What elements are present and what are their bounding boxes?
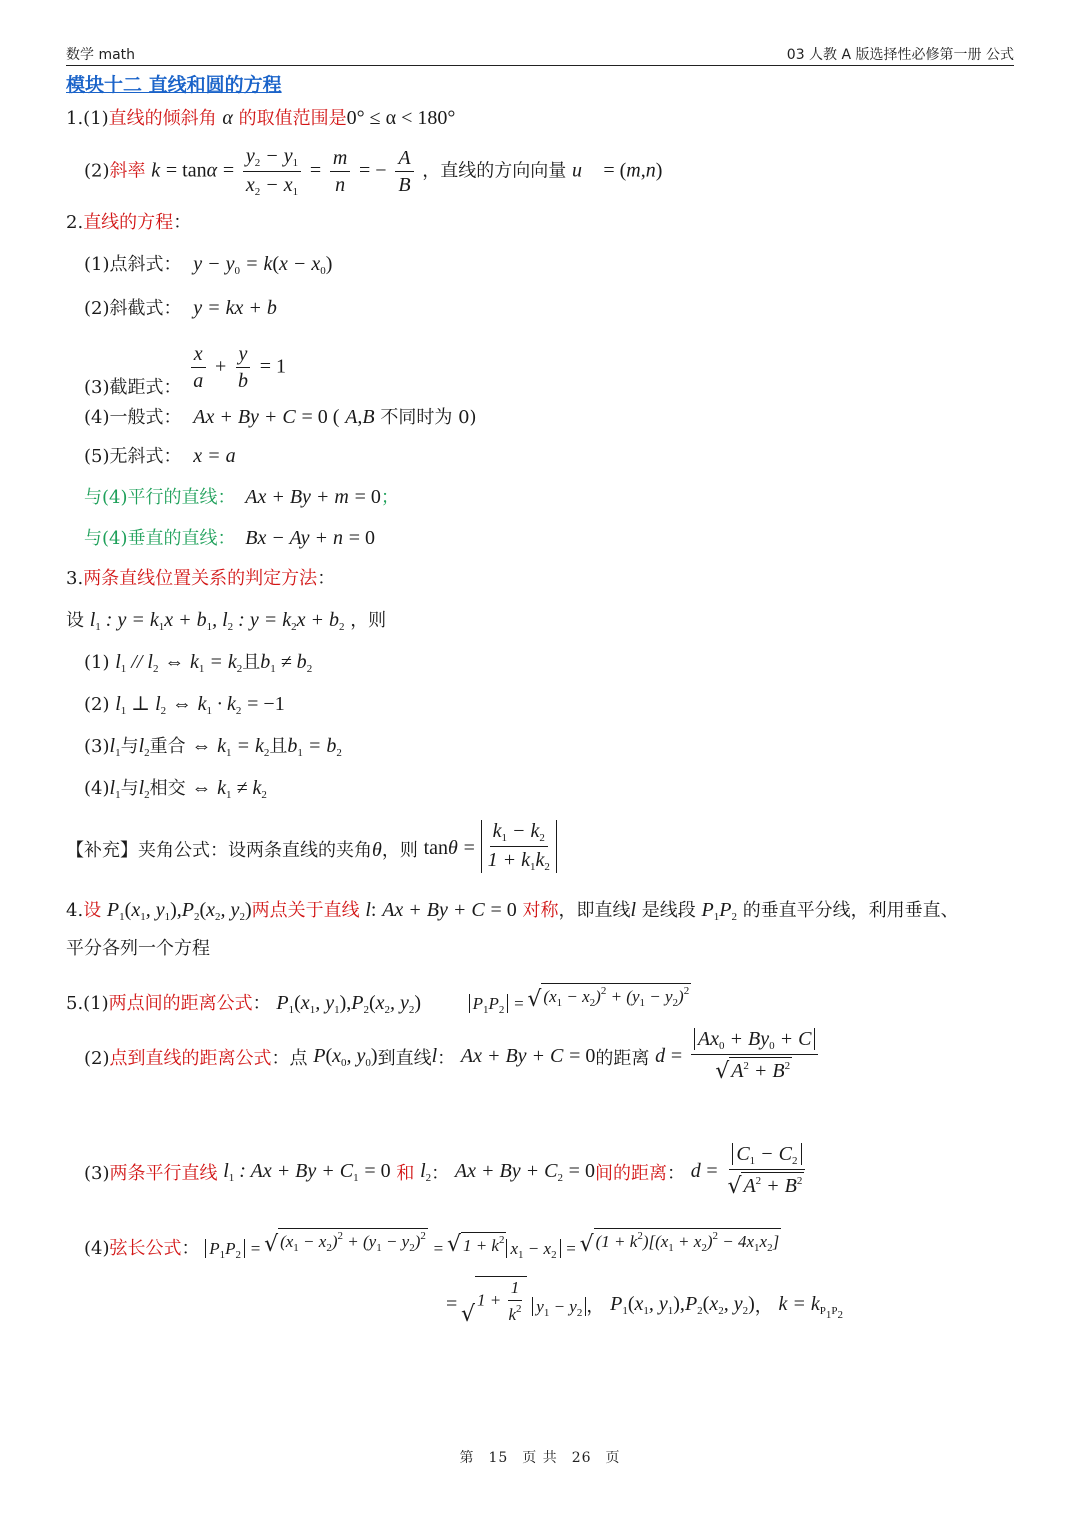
- s3-item3: $(3)l_1$与$l_2$重合 ⇔ $k_1 = k_2$且$b_1 = b_2$: [84, 735, 342, 759]
- s3-setup: 设 $l_1$ : $y = k_1x + b_1$, $l_2$ : $y = k_2x + b_2$ ，则: [66, 609, 387, 633]
- s4-line2: 平分各列一个方程: [66, 938, 210, 959]
- s1-line1: 1.(1)直线的倾斜角 α 的取值范围是0° ≤ α < 180°: [66, 107, 456, 129]
- s4-line1: 4.设 $P_1(x_1$, $y_1),P_2(x_2$, $y_2$)两点关于直线 l: Ax + By + C = 0 对称，即直线l 是线段 $P_1P_2$ 的垂直平分线，利用垂直、: [66, 899, 959, 923]
- s2-item2: (2)斜截式： y = kx + b: [84, 297, 277, 319]
- header-left: 数学 math: [66, 47, 136, 63]
- header-right: 03 人教 A 版选择性必修第一册 公式: [786, 47, 1014, 63]
- s2-parallel: 与(4)平行的直线： Ax + By + m = 0；: [84, 486, 399, 508]
- s3-item2: (2) $l_1$ ⊥ $l_2$ ⇔ $k_1 \cdot k_2 = -1$: [84, 693, 285, 717]
- s5-line3: (3)两条平行直线 $l_1$ : $Ax + By + C_1 = 0$ 和 $l_2$： $Ax + By + C_2 = 0$间的距离： d = $C_1 - C_2$ √ $A^2 + B^2$: [84, 1143, 810, 1202]
- s2-item3: (3)截距式： $\frac{x}{a}$ + $\frac{y}{b}$ = 1: [84, 343, 286, 398]
- page-total: 26: [571, 1450, 592, 1466]
- s5-line4b: = √ 1 + $\frac{1}{k^2}$ $y_1 - y_2$ ， $P_1(x_1$, $y_1),P_2(x_2$, $y_2$)， $k = k_{P_1P_2}$: [446, 1276, 843, 1335]
- s5-line2: (2)点到直线的距离公式：点 $P(x_0$, $y_0$)到直线l： Ax + By + C = 0的距离 d = $Ax_0 + By_0 + C$ √ $A^2 + B^2$: [84, 1028, 821, 1087]
- page-footer: 第 15 页 共 26 页: [459, 1450, 621, 1466]
- s3-heading: 3.两条直线位置关系的判定方法：: [66, 568, 336, 589]
- page-number: 15: [488, 1450, 509, 1466]
- header-divider: [66, 65, 1014, 66]
- s1-line2: (2)斜率 k = tanα = $\frac{y_2 - y_1}{x_2 - x_1}$ = $\frac{m}{n}$ = − $\frac{A}{B}$ ，直线的方向向量 u⃗ = (m,n): [84, 145, 663, 199]
- s2-item4: (4)一般式： Ax + By + C = 0 ( A,B 不同时为 0): [84, 406, 477, 428]
- page-title: 模块十二 直线和圆的方程: [66, 74, 282, 96]
- s3-item1: (1) $l_1 // l_2$ ⇔ $k_1 = k_2$且$b_1 \ne b_2$: [84, 651, 313, 675]
- s5-line4: (4)弦长公式： $P_1P_2$ = √ $(x_1 - x_2)^2 + (y_1 - y_2)^2$ = √ $1 + k^2$ $x_1 - x_2$ = √ $(1 + k^2)[(x_1 + x_2)^2 - 4x_1x_2]$: [84, 1228, 781, 1261]
- s2-heading: 2.直线的方程：: [66, 212, 192, 233]
- s2-item5: (5)无斜式： x = a: [84, 445, 236, 467]
- s5-line1: 5.(1)两点间的距离公式： $P_1(x_1$, $y_1),P_2(x_2$, $y_2$) $P_1P_2$ = √ $(x_1 - x_2)^2 + (y_1 - y_2)^2$: [66, 983, 691, 1016]
- s3-supplement: 【补充】夹角公式：设两条直线的夹角θ，则 tanθ = $\frac{k_1 - k_2}{1 + k_1k_2}$: [66, 820, 557, 873]
- s3-item4: $(4)l_1$与$l_2$相交 ⇔ $k_1 \ne k_2$: [84, 777, 267, 801]
- s2-perpendicular: 与(4)垂直的直线： Bx − Ay + n = 0: [84, 527, 375, 549]
- s2-item1: (1)点斜式： $y - y_0 = k(x - x_0)$: [84, 253, 333, 277]
